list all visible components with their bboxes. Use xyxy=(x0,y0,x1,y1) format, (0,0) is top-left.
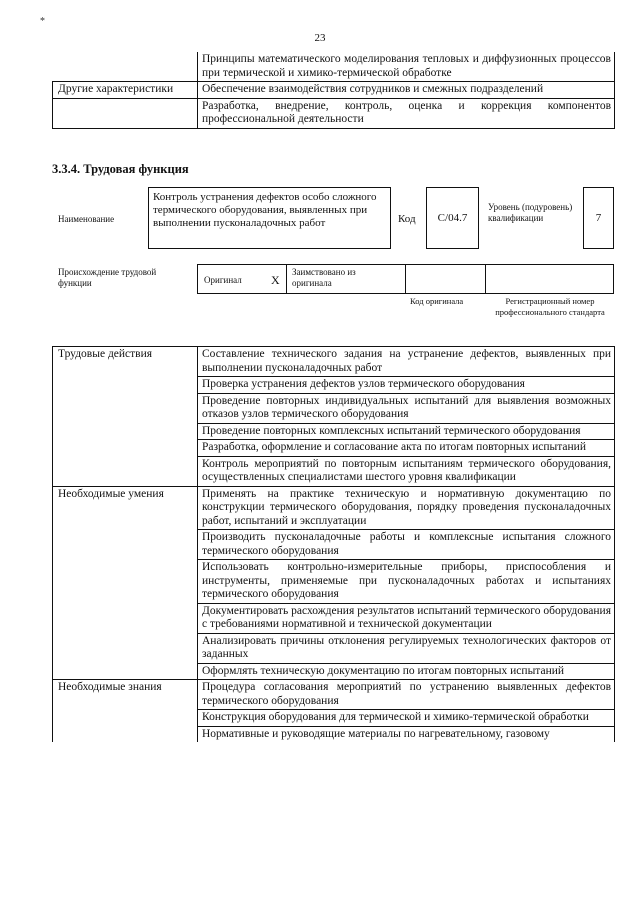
original-mark: X xyxy=(271,273,280,287)
corner-mark: * xyxy=(40,16,45,27)
reg-number-caption: Регистрационный номер профессионального стандарта xyxy=(495,296,605,317)
level-value: 7 xyxy=(595,211,602,224)
group-label: Трудовые действия xyxy=(53,347,198,487)
name-value-box xyxy=(148,187,391,249)
row-label xyxy=(53,52,198,82)
row-text: Принципы математического моделирования тепловых и диффузионных процессов при термической и химико-термической обработке xyxy=(198,52,615,82)
list-item: Нормативные и руководящие материалы по нагревательному, газовому xyxy=(198,726,615,742)
row-text: Обеспечение взаимодействия сотрудников и смежных подразделений xyxy=(198,82,615,99)
level-value-box xyxy=(583,187,614,249)
table-row xyxy=(53,486,615,530)
table-row xyxy=(53,680,615,710)
list-item: Оформлять техническую документацию по итогам повторных испытаний xyxy=(198,663,615,680)
row-label: Другие характеристики xyxy=(53,82,198,99)
list-item: Составление технического задания на устранение дефектов, выявленных при выполнении пусконаладочных работ xyxy=(198,347,615,377)
top-table xyxy=(52,52,615,129)
orig-code-caption: Код оригинала xyxy=(410,296,464,306)
original-divider xyxy=(286,265,287,293)
name-label: Наименование xyxy=(58,214,115,224)
list-item: Производить пусконаладочные работы и комплексные испытания сложного термического оборудования xyxy=(198,530,615,560)
code-value-box xyxy=(426,187,479,249)
group-label: Необходимые знания xyxy=(53,680,198,743)
code-divider xyxy=(485,265,486,293)
list-item: Использовать контрольно-измерительные приборы, приспособления и инструменты, применяемые при пусконаладочных работах и испытаниях термического оборудования xyxy=(198,560,615,604)
origin-box xyxy=(197,264,614,294)
table-row xyxy=(53,82,615,99)
level-label: Уровень (подуровень) квалификации xyxy=(488,202,573,223)
row-text: Разработка, внедрение, контроль, оценка и коррекция компонентов профессиональной деятельности xyxy=(198,98,615,128)
list-item: Анализировать причины отклонения регулируемых технологических факторов от заданных xyxy=(198,633,615,663)
code-label: Код xyxy=(398,213,416,225)
group-label: Необходимые умения xyxy=(53,486,198,680)
borrowed-divider xyxy=(405,265,406,293)
borrowed-label: Заимствовано из оригинала xyxy=(292,267,356,288)
list-item: Конструкция оборудования для термической и химико-термической обработки xyxy=(198,710,615,727)
original-label: Оригинал xyxy=(204,275,242,285)
main-table xyxy=(52,346,615,742)
row-label xyxy=(53,98,198,128)
table-row xyxy=(53,347,615,377)
list-item: Документировать расхождения результатов испытаний термического оборудования с требованиями нормативной и технической документации xyxy=(198,603,615,633)
list-item: Процедура согласования мероприятий по устранению выявленных дефектов термического оборудования xyxy=(198,680,615,710)
list-item: Применять на практике техническую и нормативную документацию по конструкции термического оборудования, порядку проведения пусконаладочных работ, испытаний и эксплуатации xyxy=(198,486,615,530)
name-value: Контроль устранения дефектов особо сложного термического оборудования, выявленных при выполнении пусконаладочных работ xyxy=(153,191,377,229)
list-item: Контроль мероприятий по повторным испытаниям термического оборудования, осуществленных специалистами шестого уровня квалификации xyxy=(198,456,615,486)
page-number: 23 xyxy=(314,32,326,44)
section-heading: 3.3.4. Трудовая функция xyxy=(52,162,189,176)
list-item: Проведение повторных индивидуальных испытаний для выявления возможных отказов узлов термического оборудования xyxy=(198,393,615,423)
table-row xyxy=(53,98,615,128)
table-row xyxy=(53,52,615,82)
list-item: Разработка, оформление и согласование акта по итогам повторных испытаний xyxy=(198,440,615,457)
list-item: Проведение повторных комплексных испытаний термического оборудования xyxy=(198,423,615,440)
origin-label: Происхождение трудовой функции xyxy=(58,267,157,288)
list-item: Проверка устранения дефектов узлов термического оборудования xyxy=(198,377,615,394)
code-value: C/04.7 xyxy=(437,211,468,224)
